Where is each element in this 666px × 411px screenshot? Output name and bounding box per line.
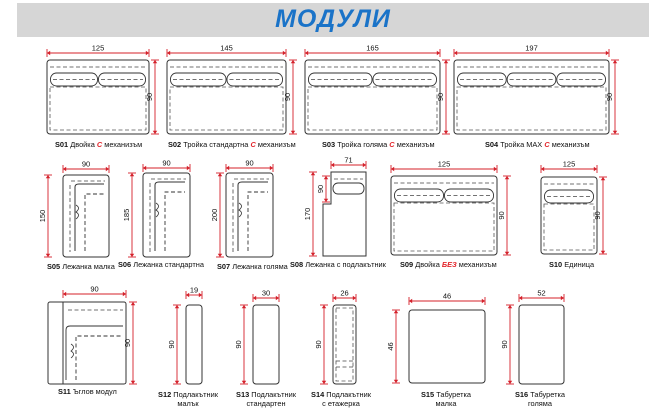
s01-width-dim-arrow-end <box>146 51 149 55</box>
s12-outline <box>186 305 202 384</box>
s15-width-dim-arrow-end <box>482 299 485 303</box>
s02-height-dim-label: 90 <box>283 92 292 102</box>
label-s14: S14 Подлакътник с етажерка <box>311 390 371 408</box>
s02-cushion-1 <box>171 73 227 86</box>
s06-width-dim-arrow-start <box>143 166 146 170</box>
s13-outline <box>253 305 279 384</box>
s06-width-dim-arrow-end <box>187 166 190 170</box>
s16-height-dim-arrow-end <box>508 381 512 384</box>
s15-width-dim-label: 46 <box>442 291 452 301</box>
s10-outline <box>541 177 597 254</box>
label-s02: S02 Тройка стандартна С механизъм <box>168 140 296 149</box>
label-s13: S13 Подлакътник стандартен <box>236 390 296 408</box>
s12-height-dim-arrow-end <box>175 381 179 384</box>
s14-height-dim-arrow-start <box>322 305 326 308</box>
s01-height-dim-label: 90 <box>145 92 154 102</box>
s16-width-dim-arrow-start <box>519 296 522 300</box>
s14-width-dim-arrow-end <box>353 296 356 300</box>
s04-height-dim-arrow-start <box>613 60 617 63</box>
s15-height-dim-arrow-end <box>394 380 398 383</box>
s03-width-dim-arrow-start <box>305 51 308 55</box>
s11-height-dim-arrow-end <box>131 381 135 384</box>
s05-width-dim-label: 90 <box>81 159 91 169</box>
s08-inner-dim-arrow-end <box>324 199 328 202</box>
label-s01: S01 Двойка С механизъм <box>55 140 143 149</box>
s01-height-dim-arrow-end <box>153 131 157 134</box>
s05-height-dim-label: 150 <box>38 209 47 223</box>
label-s07: S07 Лежанка голяма <box>217 262 288 271</box>
s02-cushion-2 <box>227 73 283 86</box>
s11-outline <box>48 302 126 384</box>
s03-width-dim-arrow-end <box>437 51 440 55</box>
s12-width-dim-label: 19 <box>189 285 199 295</box>
s08-height-dim-arrow-end <box>311 253 315 256</box>
s10-height-dim-arrow-end <box>601 251 605 254</box>
s08-inner-dim-label: 90 <box>316 184 325 194</box>
s02-height-dim-arrow-start <box>291 60 295 63</box>
label-s10: S10 Единица <box>549 260 595 269</box>
s07-height-dim-arrow-start <box>218 173 222 176</box>
s10-width-dim-arrow-end <box>594 167 597 171</box>
s04-outline <box>454 60 609 134</box>
s08-height-dim-arrow-start <box>311 172 315 175</box>
s06-width-dim-label: 90 <box>162 158 171 168</box>
s10-height-dim-label: 90 <box>593 211 602 220</box>
s05-width-dim-arrow-start <box>63 167 66 171</box>
page-title: МОДУЛИ <box>275 5 391 33</box>
label-s06: S06 Лежанка стандартна <box>118 260 204 269</box>
s08-width-dim-arrow-end <box>363 163 366 167</box>
s12-width-dim-arrow-end <box>199 293 202 297</box>
s12-height-dim-label: 90 <box>167 340 176 349</box>
s01-width-dim-arrow-start <box>47 51 50 55</box>
label-s04: S04 Тройка MAX С механизъм <box>485 140 590 149</box>
s15-height-dim-label: 46 <box>386 342 395 351</box>
s02-width-dim-label: 145 <box>220 43 233 53</box>
label-s12: S12 Подлакътник малък <box>158 390 218 408</box>
s04-height-dim-label: 90 <box>605 92 614 102</box>
s09-width-dim-label: 125 <box>437 159 451 169</box>
s14-height-dim-label: 90 <box>314 340 323 349</box>
s13-height-dim-arrow-end <box>242 381 246 384</box>
s15-height-dim-arrow-start <box>394 310 398 313</box>
s13-width-dim-arrow-start <box>253 296 256 300</box>
label-s05: S05 Лежанка малка <box>47 262 115 271</box>
s06-height-dim-label: 185 <box>122 208 131 222</box>
s03-height-dim-arrow-end <box>444 131 448 134</box>
s01-outline <box>47 60 149 134</box>
label-s08: S08 Лежанка с подлакътник <box>290 260 386 269</box>
s10-height-dim-arrow-start <box>601 177 605 180</box>
s05-height-dim-arrow-end <box>46 254 50 257</box>
s08-width-dim-label: 71 <box>344 155 353 165</box>
s11-height-dim-arrow-start <box>131 302 135 305</box>
s03-height-dim-label: 90 <box>436 92 445 102</box>
s16-width-dim-arrow-end <box>561 296 564 300</box>
s12-width-dim-arrow-start <box>186 293 189 297</box>
s09-height-dim-arrow-start <box>505 176 509 179</box>
s09-height-dim-arrow-end <box>505 252 509 255</box>
s10-width-dim-arrow-start <box>541 167 544 171</box>
s01-width-dim-label: 125 <box>91 43 105 53</box>
s04-height-dim-arrow-end <box>613 131 617 134</box>
s02-outline <box>167 60 286 134</box>
s11-height-dim-label: 90 <box>123 338 132 348</box>
label-s03: S03 Тройка голяма С механизъм <box>322 140 435 149</box>
s06-height-dim-arrow-end <box>130 254 134 257</box>
label-s09: S09 Двойка БЕЗ механизъм <box>400 260 497 269</box>
s15-outline <box>409 310 485 383</box>
s07-height-dim-label: 200 <box>210 208 219 222</box>
s16-width-dim-label: 52 <box>537 288 546 298</box>
s02-width-dim-arrow-start <box>167 51 170 55</box>
s07-width-dim-arrow-end <box>270 166 273 170</box>
s15-width-dim-arrow-start <box>409 299 412 303</box>
s16-height-dim-label: 90 <box>500 340 509 349</box>
label-s15: S15 Табуретка малка <box>420 390 472 408</box>
s14-outline <box>333 305 356 384</box>
s05-height-dim-arrow-start <box>46 175 50 178</box>
s04-width-dim-arrow-end <box>606 51 609 55</box>
label-s16: S16 Табуретка голяма <box>514 390 566 408</box>
s08-inner-dim-arrow-start <box>324 176 328 179</box>
s16-height-dim-arrow-start <box>508 305 512 308</box>
s10-width-dim-label: 125 <box>562 159 576 169</box>
s11-width-dim-arrow-end <box>123 292 126 296</box>
s13-height-dim-label: 90 <box>234 340 243 349</box>
s09-width-dim-arrow-start <box>391 167 394 171</box>
s01-height-dim-arrow-start <box>153 60 157 63</box>
s11-width-dim-label: 90 <box>90 284 99 294</box>
s09-height-dim-label: 90 <box>497 211 506 220</box>
s04-width-dim-label: 197 <box>525 43 538 53</box>
s16-outline <box>519 305 564 384</box>
s13-width-dim-label: 30 <box>261 288 271 298</box>
s03-width-dim-label: 165 <box>366 43 379 53</box>
s06-height-dim-arrow-start <box>130 173 134 176</box>
label-s11: S11 Ъглов модул <box>58 387 117 396</box>
s12-height-dim-arrow-start <box>175 305 179 308</box>
s14-height-dim-arrow-end <box>322 381 326 384</box>
s05-width-dim-arrow-end <box>106 167 109 171</box>
s02-width-dim-arrow-end <box>283 51 286 55</box>
s02-height-dim-arrow-end <box>291 131 295 134</box>
s03-outline <box>305 60 440 134</box>
s07-width-dim-label: 90 <box>245 158 254 168</box>
s03-height-dim-arrow-start <box>444 60 448 63</box>
s08-width-dim-arrow-start <box>331 163 334 167</box>
s08-height-dim-label: 170 <box>303 207 312 221</box>
s09-width-dim-arrow-end <box>494 167 497 171</box>
s13-width-dim-arrow-end <box>276 296 279 300</box>
s08-cushion <box>333 183 364 194</box>
s13-height-dim-arrow-start <box>242 305 246 308</box>
s04-width-dim-arrow-start <box>454 51 457 55</box>
s11-width-dim-arrow-start <box>63 292 66 296</box>
s09-outline <box>391 176 497 255</box>
s14-width-dim-label: 26 <box>340 288 349 298</box>
s14-width-dim-arrow-start <box>333 296 336 300</box>
s07-height-dim-arrow-end <box>218 254 222 257</box>
s07-width-dim-arrow-start <box>226 166 229 170</box>
